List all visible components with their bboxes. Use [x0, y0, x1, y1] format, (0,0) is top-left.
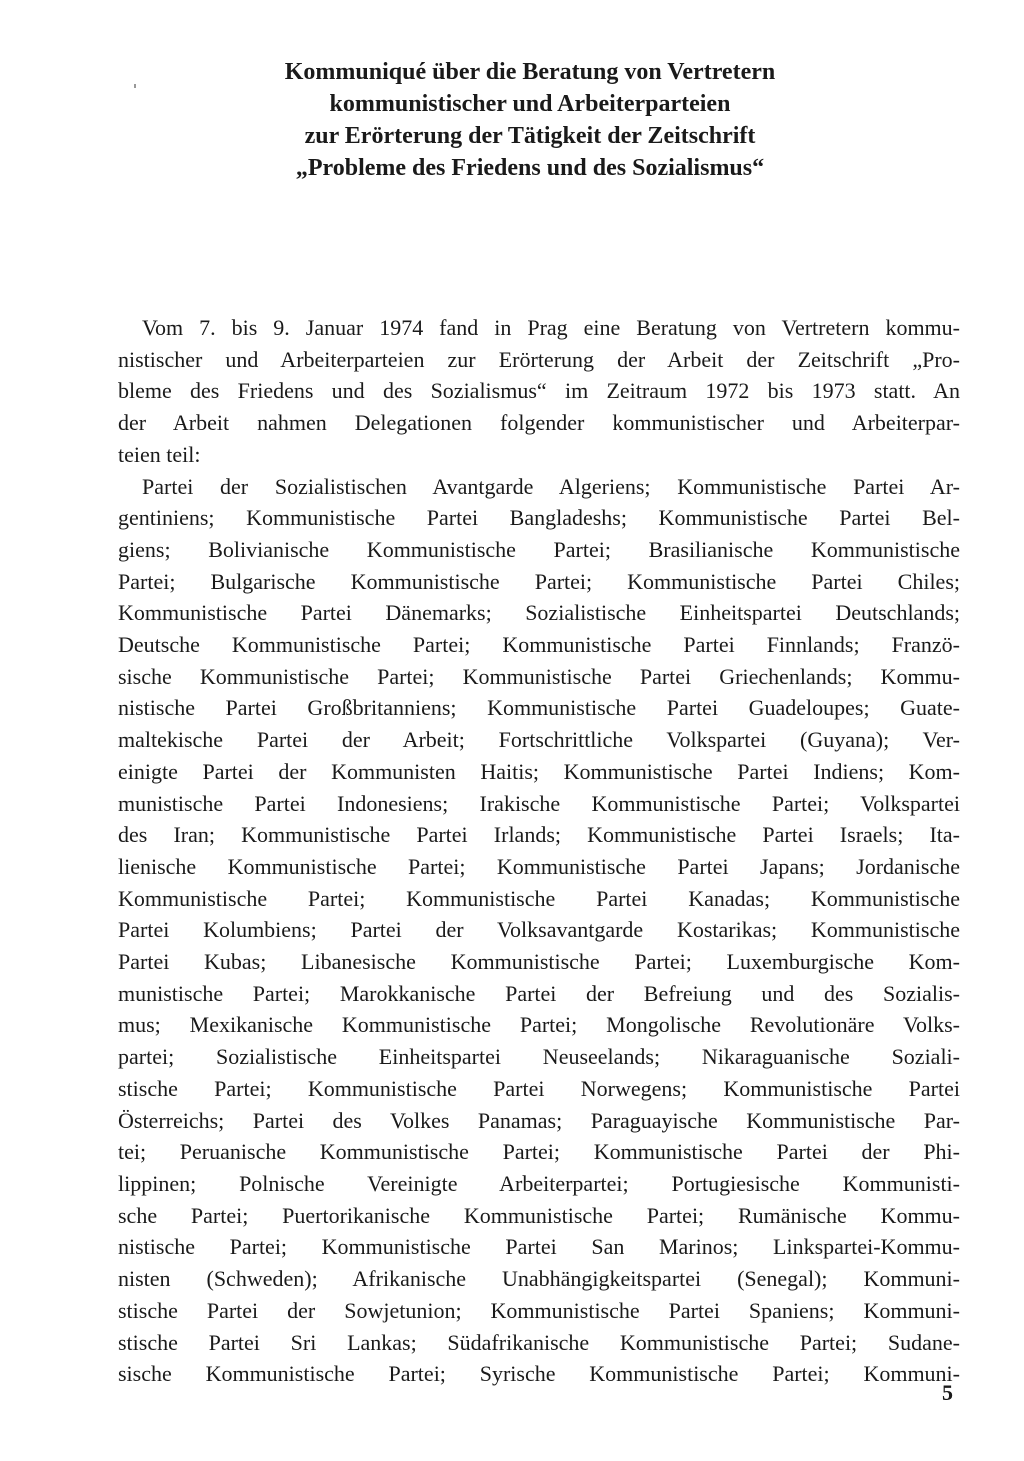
- text-line: Vom 7. bis 9. Januar 1974 fand in Prag eine Beratung von Vertretern kommu-: [142, 315, 960, 340]
- text-line: sische Kommunistische Partei; Syrische Kommunistische Partei; Kommuni-: [118, 1361, 960, 1387]
- text-line: nistische Partei; Kommunistische Partei San Marinos; Linkspartei-Kommu-: [118, 1234, 960, 1260]
- text-line: sische Kommunistische Partei; Kommunistische Partei Griechenlands; Kommu-: [118, 663, 960, 689]
- title-line: zur Erörterung der Tätigkeit der Zeitschrift: [304, 123, 756, 149]
- text-line: giens; Bolivianische Kommunistische Partei; Brasilianische Kommunistische: [118, 536, 960, 562]
- text-line: einigte Partei der Kommunisten Haitis; Kommunistische Partei Indiens; Kom-: [118, 758, 960, 784]
- text-line: nistischer und Arbeiterparteien zur Erörterung der Arbeit der Zeitschrift „Pro-: [118, 346, 960, 372]
- body-text: [118, 312, 960, 1390]
- text-line: stische Partei der Sowjetunion; Kommunistische Partei Spaniens; Kommuni-: [118, 1297, 960, 1323]
- scan-speck: [134, 84, 136, 88]
- text-line: nisten (Schweden); Afrikanische Unabhängigkeitspartei (Senegal); Kommuni-: [118, 1266, 960, 1292]
- text-line: stische Partei Sri Lankas; Südafrikanische Kommunistische Partei; Sudane-: [118, 1329, 960, 1355]
- text-line: Partei der Sozialistischen Avantgarde Algeriens; Kommunistische Partei Ar-: [142, 473, 960, 499]
- text-line: stische Partei; Kommunistische Partei Norwegens; Kommunistische Partei: [118, 1075, 960, 1101]
- document-title: [200, 56, 860, 184]
- title-line: „Probleme des Friedens und des Sozialismus“: [295, 155, 765, 181]
- paragraph-intro: [118, 312, 960, 471]
- text-line: gentiniens; Kommunistische Partei Bangladeshs; Kommunistische Partei Bel-: [118, 505, 960, 531]
- text-line: munistische Partei; Marokkanische Partei der Befreiung und des Sozialis-: [118, 980, 960, 1006]
- text-line: bleme des Friedens und des Sozialismus“ im Zeitraum 1972 bis 1973 statt. An: [118, 378, 960, 404]
- paragraph-party-list: [118, 471, 960, 1390]
- text-line: Österreichs; Partei des Volkes Panamas; Paraguayische Kommunistische Par-: [118, 1107, 960, 1133]
- page-number: 5: [942, 1380, 953, 1405]
- text-line: partei; Sozialistische Einheitspartei Neuseelands; Nikaraguanische Soziali-: [118, 1044, 960, 1070]
- text-line: maltekische Partei der Arbeit; Fortschrittliche Volkspartei (Guyana); Ver-: [118, 727, 960, 753]
- text-line: Partei; Bulgarische Kommunistische Partei; Kommunistische Partei Chiles;: [118, 568, 960, 594]
- text-line: mus; Mexikanische Kommunistische Partei; Mongolische Revolutionäre Volks-: [118, 1012, 960, 1038]
- text-line: Kommunistische Partei Dänemarks; Sozialistische Einheitspartei Deutschlands;: [118, 600, 960, 626]
- text-line: des Iran; Kommunistische Partei Irlands; Kommunistische Partei Israels; Ita-: [118, 822, 960, 848]
- text-line: Partei Kolumbiens; Partei der Volksavantgarde Kostarikas; Kommunistische: [118, 917, 960, 943]
- text-line: der Arbeit nahmen Delegationen folgender kommunistischer und Arbeiterpar-: [118, 410, 960, 436]
- text-line: munistische Partei Indonesiens; Irakische Kommunistische Partei; Volkspartei: [118, 790, 960, 816]
- text-line: Partei Kubas; Libanesische Kommunistische Partei; Luxemburgische Kom-: [118, 949, 960, 975]
- text-line: teien teil:: [118, 441, 201, 467]
- text-line: nistische Partei Großbritanniens; Kommunistische Partei Guadeloupes; Guate-: [118, 695, 960, 721]
- text-line: sche Partei; Puertorikanische Kommunistische Partei; Rumänische Kommu-: [118, 1202, 960, 1228]
- title-line: kommunistischer und Arbeiterparteien: [329, 91, 731, 117]
- text-line: Deutsche Kommunistische Partei; Kommunistische Partei Finnlands; Franzö-: [118, 632, 960, 658]
- text-line: lippinen; Polnische Vereinigte Arbeiterpartei; Portugiesische Kommunisti-: [118, 1170, 960, 1196]
- text-line: lienische Kommunistische Partei; Kommunistische Partei Japans; Jordanische: [118, 853, 960, 879]
- text-line: tei; Peruanische Kommunistische Partei; Kommunistische Partei der Phi-: [118, 1139, 960, 1165]
- title-line: Kommuniqué über die Beratung von Vertretern: [284, 59, 776, 85]
- text-line: Kommunistische Partei; Kommunistische Partei Kanadas; Kommunistische: [118, 885, 960, 911]
